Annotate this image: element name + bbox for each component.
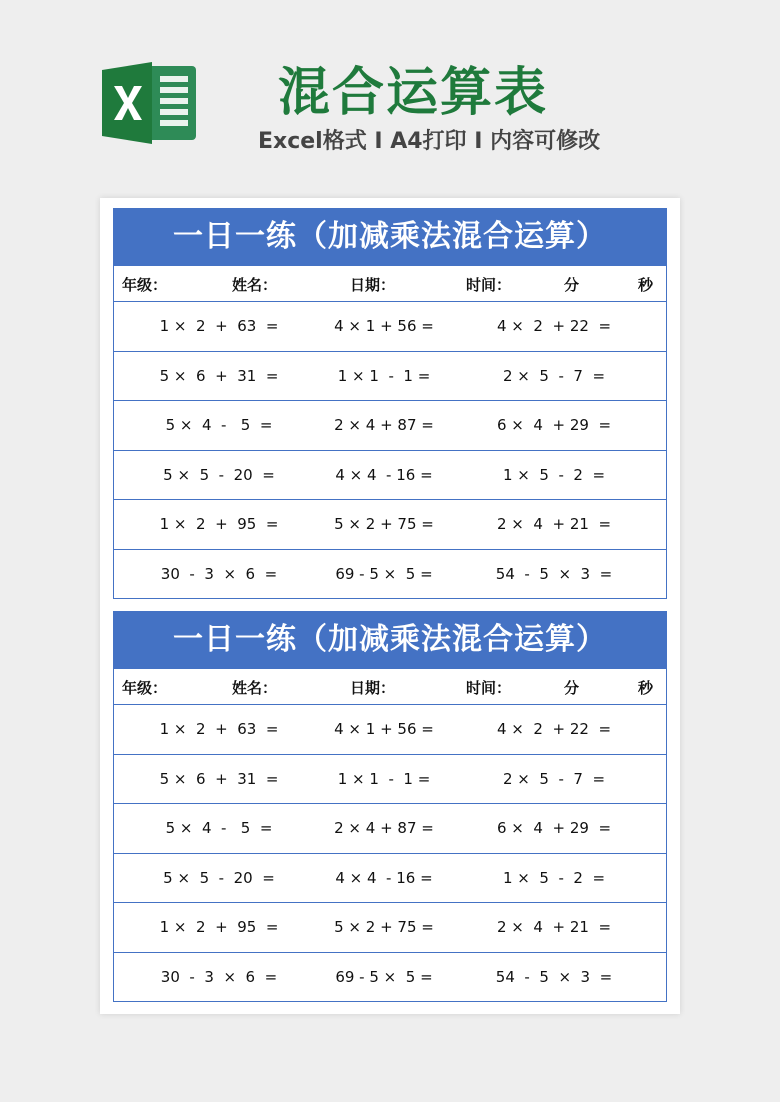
worksheet bbox=[100, 198, 680, 1014]
name-label: 姓名： bbox=[232, 679, 278, 697]
problem-cell: 1 × 1 - 1 = bbox=[337, 366, 431, 385]
problem-cell: 6 × 4 + 29 = bbox=[496, 416, 612, 434]
excel-icon bbox=[100, 58, 200, 148]
block-banner: 一日一练（加减乘法混合运算） bbox=[113, 611, 667, 669]
page-subtitle: Excel格式 I A4打印 I 内容可修改 bbox=[258, 129, 601, 154]
problem-cell: 4 × 2 + 22 = bbox=[496, 317, 612, 335]
exercise-block-1 bbox=[113, 208, 667, 599]
problem-cell: 2 × 5 - 7 = bbox=[502, 366, 606, 385]
problem-cell: 2 × 4 + 21 = bbox=[496, 918, 612, 936]
problem-cell: 2 × 4 + 87 = bbox=[334, 819, 434, 837]
problem-row bbox=[114, 953, 666, 1003]
problem-cell: 69 - 5 × 5 = bbox=[335, 564, 433, 583]
problem-cell: 4 × 4 - 16 = bbox=[335, 465, 433, 484]
problem-cell: 2 × 4 + 21 = bbox=[496, 515, 612, 533]
problem-cell: 30 - 3 × 6 = bbox=[160, 564, 278, 583]
time-label: 时间： bbox=[466, 276, 512, 294]
problem-cell: 69 - 5 × 5 = bbox=[335, 967, 433, 986]
problem-cell: 2 × 4 + 87 = bbox=[334, 416, 434, 434]
problem-row bbox=[114, 903, 666, 953]
second-label: 秒 bbox=[638, 679, 654, 697]
problem-cell: 5 × 4 - 5 = bbox=[165, 819, 273, 837]
minute-label: 分 bbox=[564, 276, 580, 294]
problem-row bbox=[114, 854, 666, 904]
problem-cell: 5 × 4 - 5 = bbox=[165, 416, 273, 434]
problem-cell: 4 × 4 - 16 = bbox=[335, 868, 433, 887]
problem-cell: 1 × 2 + 95 = bbox=[159, 515, 279, 533]
problem-cell: 2 × 5 - 7 = bbox=[502, 769, 606, 788]
second-label: 秒 bbox=[638, 276, 654, 294]
problem-row bbox=[114, 302, 666, 352]
problem-cell: 5 × 2 + 75 = bbox=[334, 918, 434, 936]
info-row bbox=[113, 266, 667, 302]
problem-cell: 4 × 1 + 56 = bbox=[334, 720, 434, 738]
problem-row bbox=[114, 705, 666, 755]
problem-cell: 30 - 3 × 6 = bbox=[160, 967, 278, 986]
problem-row bbox=[114, 755, 666, 805]
problem-cell: 54 - 5 × 3 = bbox=[495, 967, 613, 986]
problem-cell: 1 × 5 - 2 = bbox=[502, 868, 606, 887]
problem-rows bbox=[113, 302, 667, 599]
problem-cell: 1 × 2 + 63 = bbox=[159, 720, 279, 738]
problem-cell: 6 × 4 + 29 = bbox=[496, 819, 612, 837]
problem-cell: 1 × 5 - 2 = bbox=[502, 465, 606, 484]
problem-cell: 54 - 5 × 3 = bbox=[495, 564, 613, 583]
date-label: 日期： bbox=[350, 679, 396, 697]
block-banner: 一日一练（加减乘法混合运算） bbox=[113, 208, 667, 266]
problem-cell: 4 × 1 + 56 = bbox=[334, 317, 434, 335]
info-row bbox=[113, 669, 667, 705]
minute-label: 分 bbox=[564, 679, 580, 697]
problem-row bbox=[114, 550, 666, 600]
problem-cell: 5 × 2 + 75 = bbox=[334, 515, 434, 533]
time-label: 时间： bbox=[466, 679, 512, 697]
problem-rows bbox=[113, 705, 667, 1002]
problem-cell: 1 × 2 + 63 = bbox=[159, 317, 279, 335]
problem-row bbox=[114, 500, 666, 550]
problem-row bbox=[114, 401, 666, 451]
page-title: 混合运算表 bbox=[278, 63, 549, 123]
problem-cell: 1 × 2 + 95 = bbox=[159, 918, 279, 936]
problem-cell: 5 × 6 + 31 = bbox=[159, 366, 279, 385]
problem-row bbox=[114, 352, 666, 402]
page-header bbox=[0, 0, 780, 200]
problem-cell: 1 × 1 - 1 = bbox=[337, 769, 431, 788]
grade-label: 年级： bbox=[122, 276, 168, 294]
name-label: 姓名： bbox=[232, 276, 278, 294]
problem-cell: 5 × 6 + 31 = bbox=[159, 769, 279, 788]
problem-cell: 5 × 5 - 20 = bbox=[163, 868, 275, 887]
problem-row bbox=[114, 804, 666, 854]
exercise-block-2 bbox=[113, 611, 667, 1002]
date-label: 日期： bbox=[350, 276, 396, 294]
problem-row bbox=[114, 451, 666, 501]
grade-label: 年级： bbox=[122, 679, 168, 697]
problem-cell: 5 × 5 - 20 = bbox=[163, 465, 275, 484]
problem-cell: 4 × 2 + 22 = bbox=[496, 720, 612, 738]
